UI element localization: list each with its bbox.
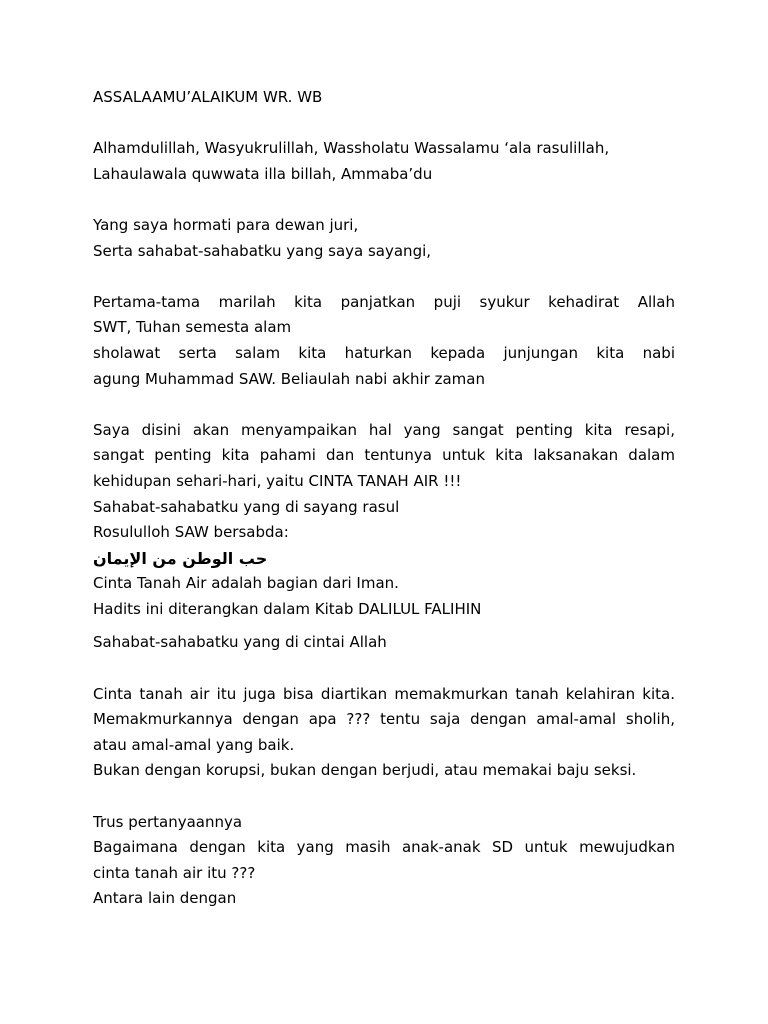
- spacer: [93, 111, 675, 137]
- question-line-4: Antara lain dengan: [93, 889, 237, 908]
- praise-line-1: Pertama-tama marilah kita panjatkan puji syukur kehadirat Allah: [93, 292, 675, 311]
- praise-line-3: sholawat serta salam kita haturkan kepada junjungan kita nabi: [93, 343, 675, 362]
- spacer: [93, 622, 675, 630]
- respect-line-2: Serta sahabat-sahabatku yang saya sayangi,: [93, 241, 432, 260]
- meaning-line-4: Bukan dengan korupsi, bukan dengan berjudi, atau memakai baju seksi.: [93, 761, 637, 780]
- topic-line-7: Hadits ini diterangkan dalam Kitab DALILUL FALIHIN: [93, 599, 482, 618]
- topic-line-4: Sahabat-sahabatku yang di sayang rasul: [93, 497, 400, 516]
- topic-line-1: Saya disini akan menyampaikan hal yang sangat penting kita resapi,: [93, 420, 675, 439]
- greeting-line: ASSALAAMU’ALAIKUM WR. WB: [93, 88, 323, 106]
- topic-line-6: Cinta Tanah Air adalah bagian dari Iman.: [93, 574, 399, 593]
- question-line-2: Bagaimana dengan kita yang masih anak-anak SD untuk mewujudkan: [93, 838, 675, 857]
- topic-line-5: Rosululloh SAW bersabda:: [93, 523, 289, 542]
- address-line: Sahabat-sahabatku yang di cintai Allah: [93, 633, 387, 652]
- spacer: [93, 784, 675, 810]
- respect-line-1: Yang saya hormati para dewan juri,: [93, 215, 359, 234]
- spacer: [93, 392, 675, 418]
- arabic-hadith: حب الوطن من الإيمان: [93, 548, 268, 568]
- topic-line-3: kehidupan sehari-hari, yaitu CINTA TANAH AIR !!!: [93, 471, 462, 490]
- opening-line-2: Lahaulawala quwwata illa billah, Ammaba’du: [93, 164, 433, 183]
- spacer: [93, 656, 675, 682]
- spacer: [93, 187, 675, 213]
- opening-line-1: Alhamdulillah, Wasyukrulillah, Wassholatu Wassalamu ‘ala rasulillah,: [93, 139, 610, 158]
- praise-line-2: SWT, Tuhan semesta alam: [93, 318, 292, 337]
- document-page: [93, 85, 675, 912]
- meaning-line-1: Cinta tanah air itu juga bisa diartikan memakmurkan tanah kelahiran kita.: [93, 684, 675, 703]
- topic-line-2: sangat penting kita pahami dan tentunya untuk kita laksanakan dalam: [93, 446, 675, 465]
- meaning-line-3: atau amal-amal yang baik.: [93, 735, 295, 754]
- meaning-line-2: Memakmurkannya dengan apa ??? tentu saja dengan amal-amal sholih,: [93, 710, 675, 729]
- question-line-3: cinta tanah air itu ???: [93, 863, 256, 882]
- spacer: [93, 264, 675, 290]
- question-line-1: Trus pertanyaannya: [93, 812, 243, 831]
- praise-line-4: agung Muhammad SAW. Beliaulah nabi akhir zaman: [93, 369, 485, 388]
